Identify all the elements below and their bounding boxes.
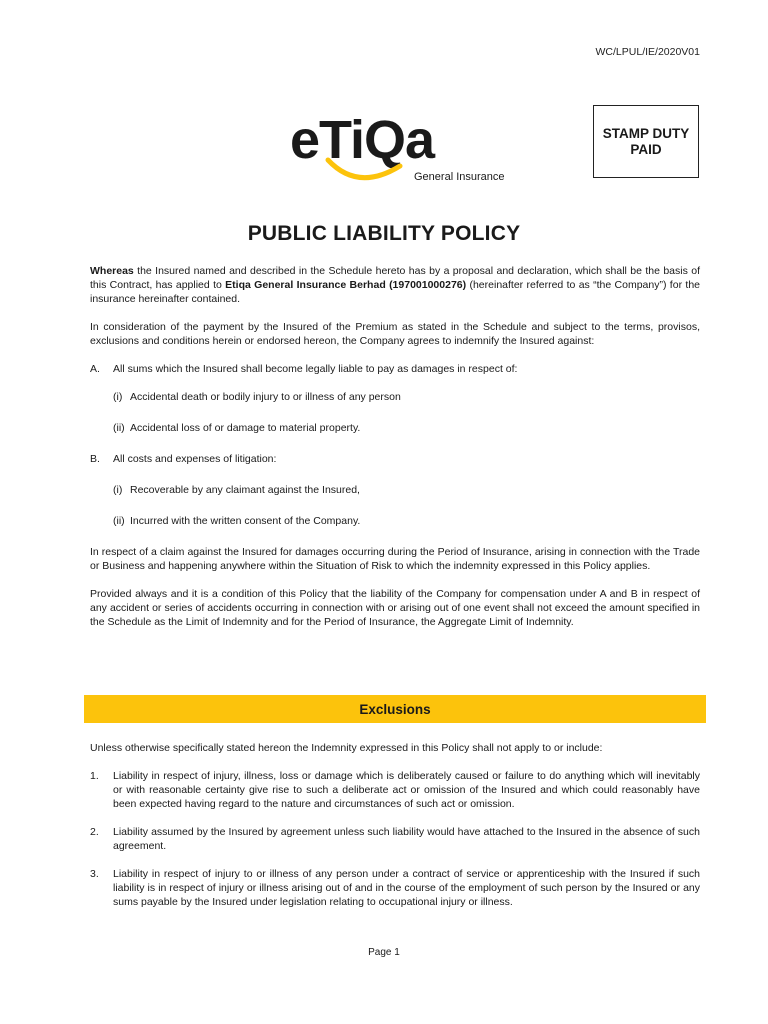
section-b — [90, 452, 700, 466]
policy-body — [90, 264, 700, 629]
exclusion-number: 3. — [90, 868, 99, 880]
stamp-line-1: STAMP DUTY — [602, 125, 690, 141]
exclusions-intro: Unless otherwise specifically stated hereon the Indemnity expressed in this Policy shall not apply to or include: — [90, 742, 603, 754]
list-text: Accidental loss of or damage to material property. — [130, 422, 361, 434]
list-label: (ii) — [113, 422, 125, 434]
exclusion-text: Liability assumed by the Insured by agreement unless such liability would have attached to the Insured in the absence of such agreement. — [113, 826, 700, 852]
exclusions-body — [90, 741, 700, 909]
section-a-item — [113, 390, 700, 404]
page-number: Page 1 — [368, 947, 400, 958]
logo-subtitle: General Insurance — [414, 171, 505, 183]
section-b-text: All costs and expenses of litigation: — [113, 453, 277, 465]
list-label: (i) — [113, 484, 123, 496]
consideration-paragraph: In consideration of the payment by the Insured of the Premium as stated in the Schedule and subject to the terms, provisos, exclusions and conditions herein or endorsed hereon, the Company agrees to indemnify the Insured against: — [90, 321, 700, 347]
section-b-label: B. — [90, 453, 100, 465]
list-label: (ii) — [113, 515, 125, 527]
exclusion-text: Liability in respect of injury, illness, loss or damage which is deliberately caused or failure to do anything which will inevitably or with reasonable certainty give rise to such a deliberate act or omission of the Insured and which could reasonably have been expected having regard to the nature and circumstances of such act or omission. — [113, 770, 700, 810]
stamp-duty-box — [593, 105, 699, 178]
section-a-item — [113, 421, 700, 435]
section-a — [90, 362, 700, 376]
intro-text-2: (hereinafter referred to as “the Company”) for the insurance hereinafter contained. — [90, 279, 700, 305]
proviso-paragraph: Provided always and it is a condition of this Policy that the liability of the Company for compensation under A and B in respect of any accident or series of accidents occurring in connection with or arising out of one event shall not exceed the amount specified in the Schedule as the Limit of Indemnity and for the Period of Insurance, the Aggregate Limit of Indemnity. — [90, 588, 700, 628]
section-a-text: All sums which the Insured shall become legally liable to pay as damages in respect of: — [113, 363, 518, 375]
logo-brand-text: eTiQa — [290, 110, 435, 170]
exclusions-heading: Exclusions — [84, 695, 706, 723]
exclusion-item — [90, 825, 700, 853]
intro-paragraph — [90, 264, 700, 306]
section-b-item — [113, 514, 700, 528]
intro-lead: Whereas — [90, 265, 134, 277]
section-b-item — [113, 483, 700, 497]
exclusion-number: 2. — [90, 826, 99, 838]
exclusion-text: Liability in respect of injury to or illness of any person under a contract of service or apprenticeship with the Insured if such liability is in respect of injury or illness arising out of and in the course of the employment of such person by the Insured or any sums payable by the Insured under legislation relating to occupational injury or illness. — [113, 868, 700, 908]
respect-paragraph: In respect of a claim against the Insured for damages occurring during the Period of Insurance, arising in connection with the Trade or Business and happening anywhere within the Situation of Risk to which the indemnity expressed in this Policy applies. — [90, 546, 700, 572]
policy-title: PUBLIC LIABILITY POLICY — [247, 222, 521, 245]
list-text: Recoverable by any claimant against the Insured, — [130, 484, 360, 496]
document-code: WC/LPUL/IE/2020V01 — [595, 46, 700, 58]
list-label: (i) — [113, 391, 123, 403]
section-a-label: A. — [90, 363, 100, 375]
exclusion-item — [90, 769, 700, 811]
etiqa-logo — [290, 106, 520, 186]
exclusion-item — [90, 867, 700, 909]
list-text: Incurred with the written consent of the Company. — [130, 515, 361, 527]
list-text: Accidental death or bodily injury to or illness of any person — [130, 391, 401, 403]
stamp-line-2: PAID — [630, 141, 662, 157]
intro-company: Etiqa General Insurance Berhad (197001000276) — [225, 279, 467, 291]
exclusion-number: 1. — [90, 770, 99, 782]
intro-text-1: the Insured named and described in the Schedule hereto has by a proposal and declaration, which shall be the basis of this Contract, has applied to — [90, 265, 700, 291]
